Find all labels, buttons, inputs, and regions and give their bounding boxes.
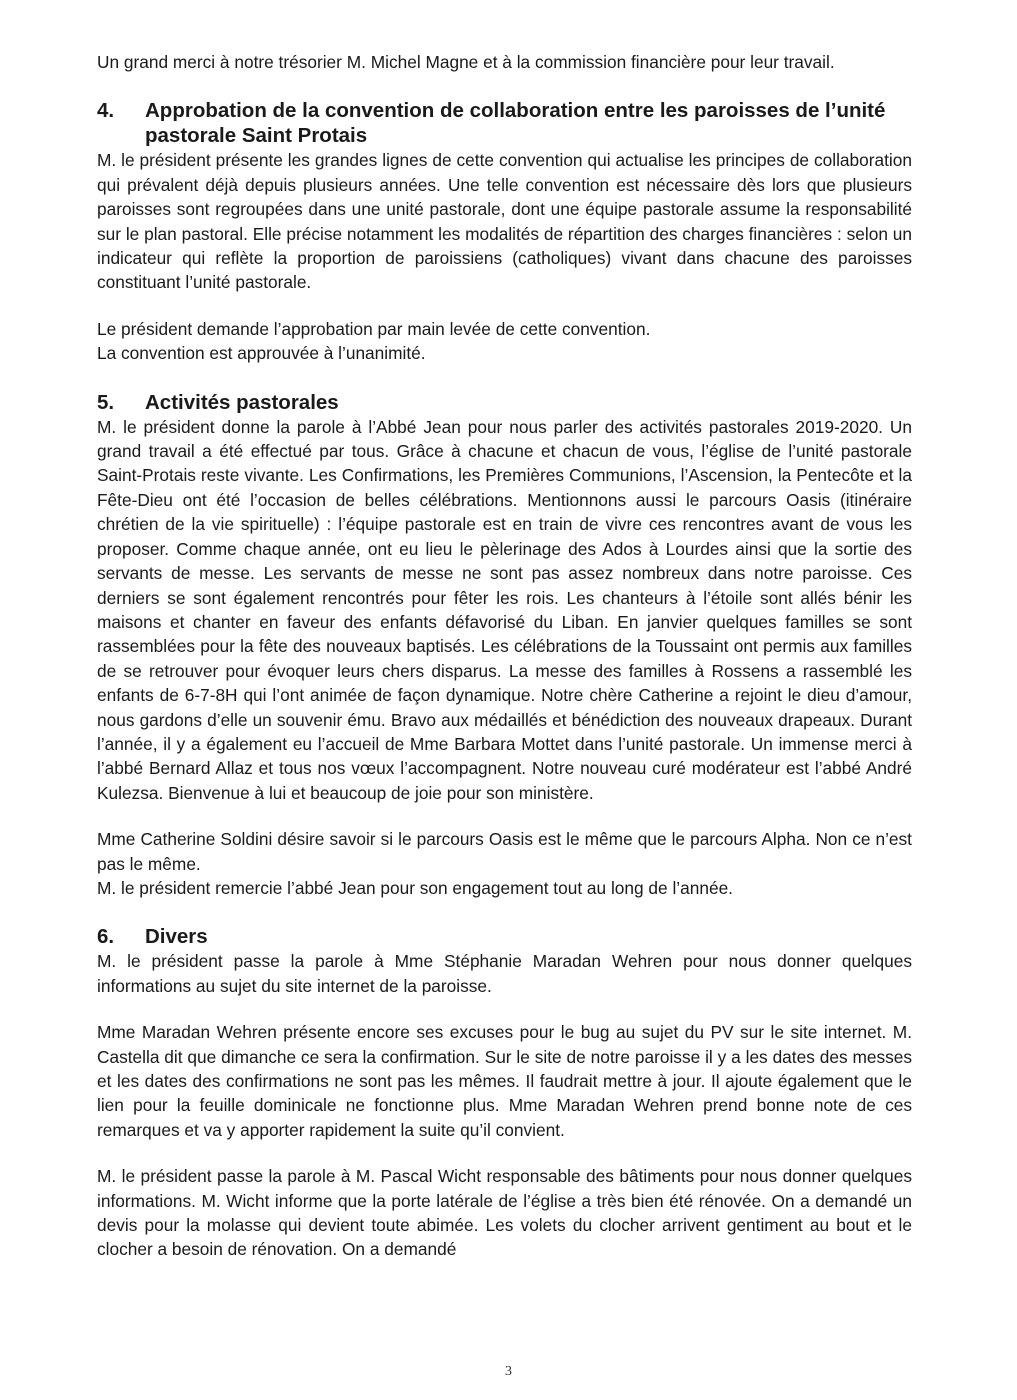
- section-6-title: Divers: [145, 925, 208, 949]
- intro-thanks-paragraph: Un grand merci à notre trésorier M. Michel Magne et à la commission financière pour leur travail.: [97, 52, 835, 72]
- section-4-title: Approbation de la convention de collaboration entre les paroisses de l’unité pastorale Saint Protais: [145, 99, 886, 148]
- section-6-paragraph-2: Mme Maradan Wehren présente encore ses excuses pour le bug au sujet du PV sur le site internet. M. Castella dit que dimanche ce sera la confirmation. Sur le site de notre paroisse il y a les dates des messes et les dates des confirmations ne sont pas les mêmes. Il faudrait mettre à jour. Il ajoute également que le lien pour la feuille dominicale ne fonctionne plus. Mme Maradan Wehren prend bonne note de ces remarques et va y apporter rapidement la suite qu’il convient.: [97, 1022, 912, 1140]
- section-5-heading: [97, 390, 912, 415]
- section-4-paragraph-2: Le président demande l’approbation par main levée de cette convention.: [97, 318, 651, 339]
- page-number: 3: [505, 1364, 512, 1379]
- document-page: [97, 50, 912, 1262]
- section-6-paragraph-3: M. le président passe la parole à M. Pascal Wicht responsable des bâtiments pour nous donner quelques informations. M. Wicht informe que la porte latérale de l’église a très bien été rénovée. On a demandé un devis pour la molasse qui devient toute abimée. Les volets du clocher arrivent gentiment au bout et le clocher a besoin de rénovation. On a demandé: [97, 1166, 912, 1260]
- section-6-number: 6.: [97, 925, 115, 949]
- section-4-heading: [97, 98, 912, 148]
- section-5-number: 5.: [97, 390, 115, 414]
- section-4-number: 4.: [97, 99, 115, 123]
- section-5-paragraph-2: Mme Catherine Soldini désire savoir si le parcours Oasis est le même que le parcours Alpha. Non ce n’est pas le même.: [97, 829, 912, 874]
- section-5-paragraph-1: M. le président donne la parole à l’Abbé Jean pour nous parler des activités pastorales 2019-2020. Un grand travail a été effectué par tous. Grâce à chacune et chacun de vous, l’église de l’unité pastorale Saint-Protais reste vivante. Les Confirmations, les Premières Communions, l’Ascension, la Pentecôte et la Fête-Dieu ont été l’occasion de belles célébrations. Mentionnons aussi le parcours Oasis (itinéraire chrétien de la vie spirituelle) : l’équipe pastorale est en train de vivre ces rencontres avant de vous les proposer. Comme chaque année, ont eu lieu le pèlerinage des Ados à Lourdes ainsi que la sortie des servants de messe. Les servants de messe ne sont pas assez nombreux dans notre paroisse. Ces derniers se sont également rencontrés pour fêter les rois. Les chanteurs à l’étoile sont allés bénir les maisons et chanter en faveur des enfants défavorisé du Liban. En janvier quelques familles se sont rassemblées pour la fête des nouveaux baptisés. Les célébrations de la Toussaint ont permis aux familles de se retrouver pour évoquer leurs chers disparus. La messe des familles à Rossens a rassemblé les enfants de 6-7-8H qui l’ont animée de façon dynamique. Notre chère Catherine a rejoint le dieu d’amour, nous gardons d’elle un souvenir ému. Bravo aux médaillés et bénédiction des nouveaux drapeaux. Durant l’année, il y a également eu l’accueil de Mme Barbara Mottet dans l’unité pastorale. Un immense merci à l’abbé Bernard Allaz et tous nos vœux l’accompagnent. Notre nouveau curé modérateur est l’abbé André Kulezsa. Bienvenue à lui et beaucoup de joie pour son ministère.: [97, 416, 912, 803]
- section-6-paragraph-1: M. le président passe la parole à Mme Stéphanie Maradan Wehren pour nous donner quelques informations au sujet du site internet de la paroisse.: [97, 951, 912, 996]
- section-4-paragraph-3: La convention est approuvée à l’unanimité.: [97, 343, 426, 364]
- section-4-paragraph-1: M. le président présente les grandes lignes de cette convention qui actualise les principes de collaboration qui prévalent déjà depuis plusieurs années. Une telle convention est nécessaire dès lors que plusieurs paroisses sont regroupées dans une unité pastorale, dont une équipe pastorale assume la responsabilité sur le plan pastoral. Elle précise notamment les modalités de répartition des charges financières : selon un indicateur qui reflète la proportion de paroissiens (catholiques) vivant dans chacune des paroisses constituant l’unité pastorale.: [97, 150, 912, 293]
- section-6-heading: [97, 924, 912, 949]
- section-5-title: Activités pastorales: [145, 390, 339, 414]
- section-5-paragraph-3: M. le président remercie l’abbé Jean pour son engagement tout au long de l’année.: [97, 877, 733, 898]
